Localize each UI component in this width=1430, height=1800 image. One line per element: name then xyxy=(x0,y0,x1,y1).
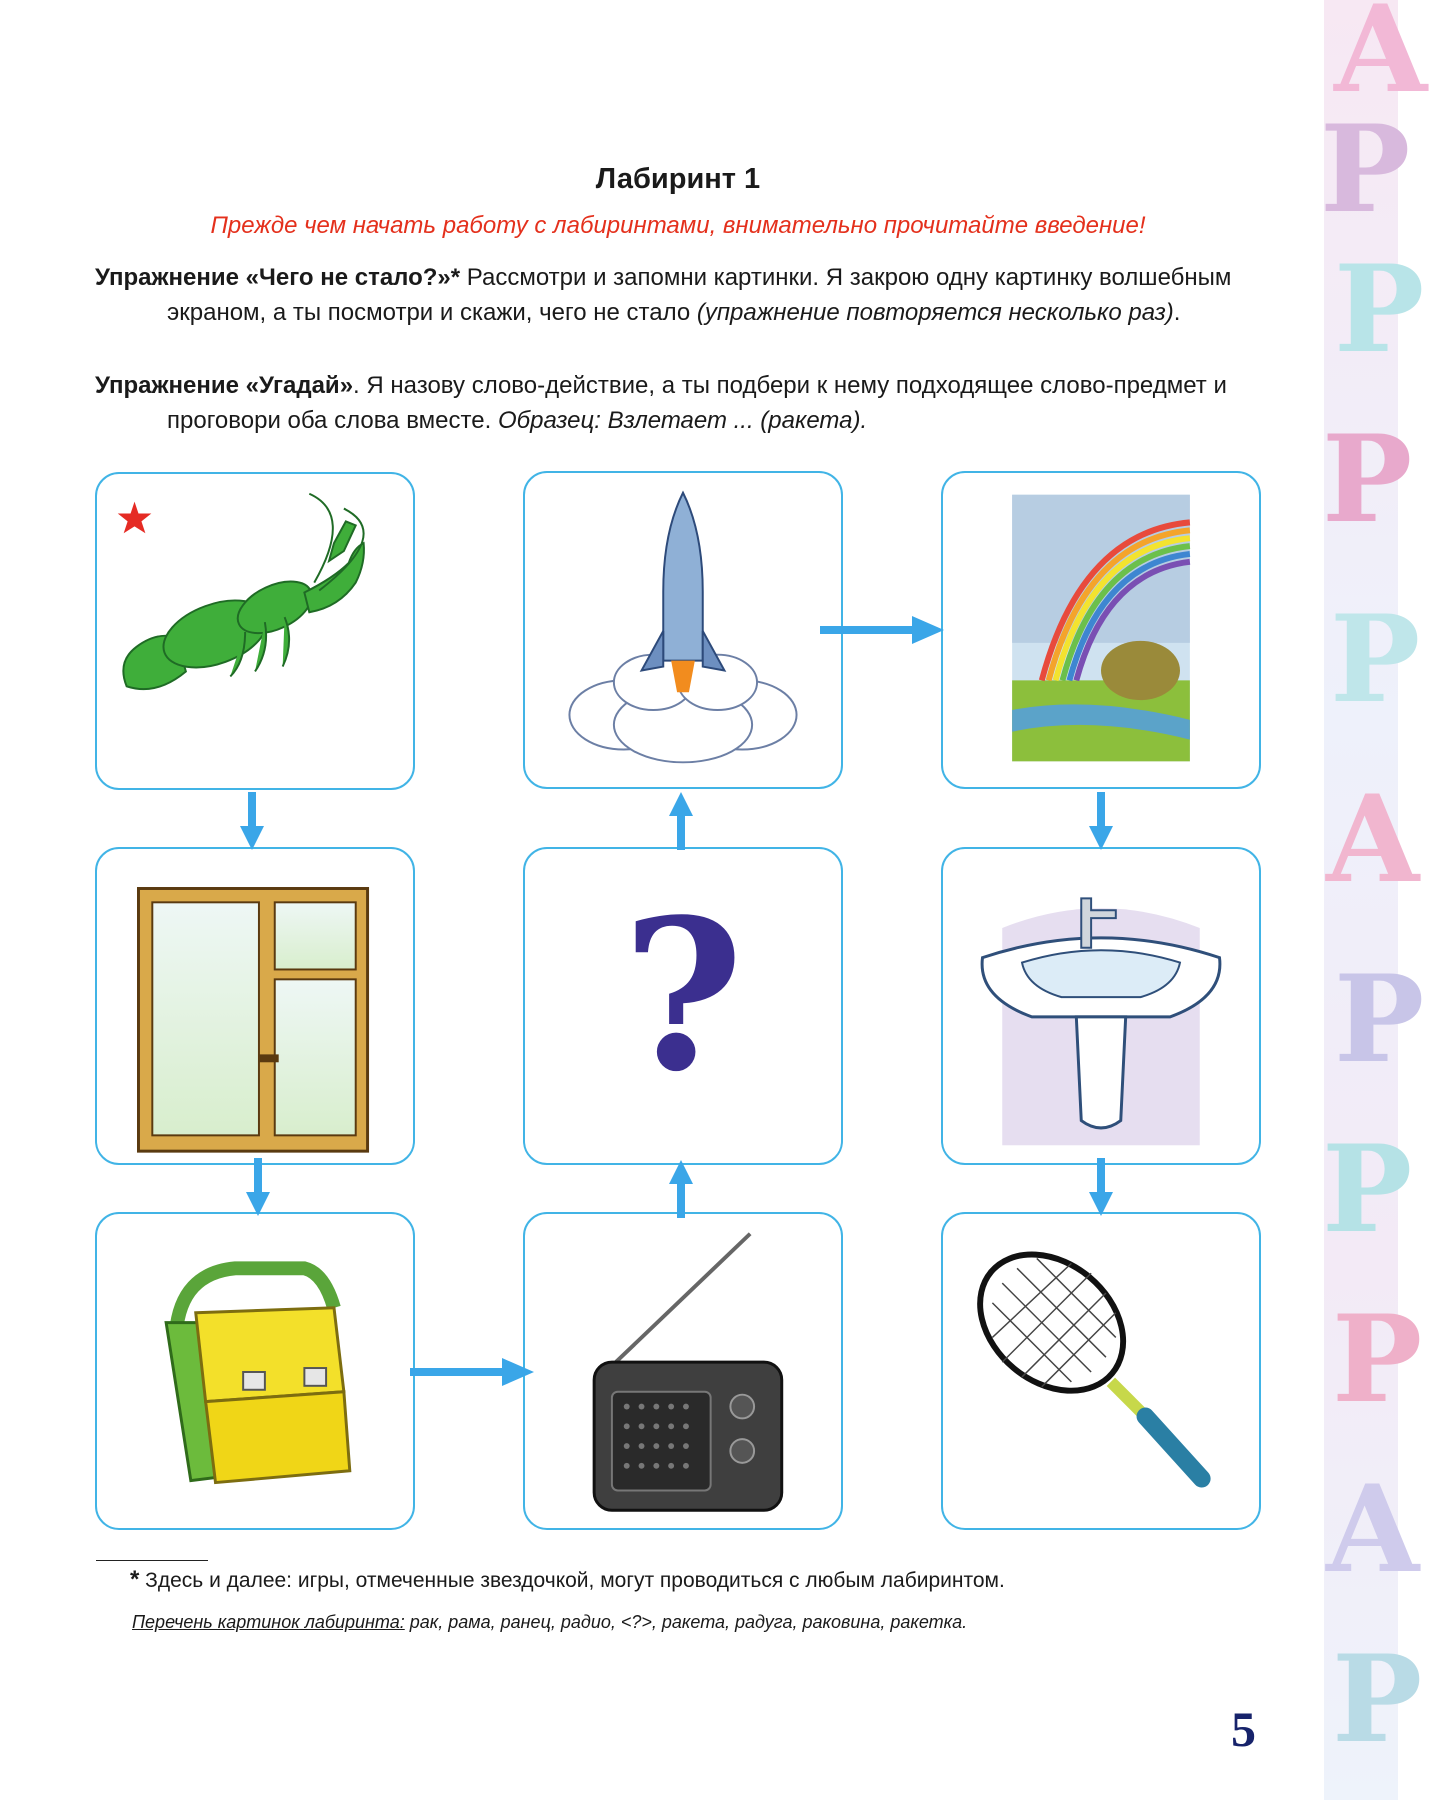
card-window-frame[interactable] xyxy=(95,847,415,1165)
footnote-divider xyxy=(96,1560,208,1561)
arrow-down-1 xyxy=(240,792,264,850)
arrow-right-2 xyxy=(820,616,944,644)
arrow-down-3 xyxy=(1089,792,1113,850)
arrow-up-1 xyxy=(669,1160,693,1218)
exercise-2-italic: Образец: Взлетает ... (ракета). xyxy=(497,407,868,434)
backpack-icon xyxy=(97,1214,413,1528)
exercise-1-end: . xyxy=(1173,299,1181,326)
page-title: Лабиринт 1 xyxy=(595,163,761,195)
arrow-down-2 xyxy=(246,1158,270,1216)
exercise-1 xyxy=(95,260,1265,330)
exercise-2-text: . Я назову слово-действие, а ты подбери к нему подходящее слово-предмет и проговори оба слова вместе. xyxy=(167,372,1227,434)
question-mark-icon xyxy=(525,849,841,1163)
picture-list xyxy=(132,1612,967,1633)
picture-list-items: рак, рама, ранец, радио, <?>, ракета, радуга, раковина, ракетка. xyxy=(404,1612,968,1632)
exercise-1-text: Рассмотри и запомни картинки. Я закрою одну картинку волшебным экраном, а ты посмотри и скажи, чего не стало xyxy=(167,264,1232,326)
footnote-text: Здесь и далее: игры, отмеченные звездочкой, могут проводиться с любым лабиринтом. xyxy=(139,1569,1005,1592)
card-question[interactable] xyxy=(523,847,843,1165)
card-rainbow[interactable] xyxy=(941,471,1261,789)
card-crayfish[interactable] xyxy=(95,472,415,790)
footnote xyxy=(130,1566,1005,1594)
crayfish-icon xyxy=(97,474,413,788)
card-radio[interactable] xyxy=(523,1212,843,1530)
intro-note: Прежде чем начать работу с лабиринтами, внимательно прочитайте введение! xyxy=(210,212,1146,239)
rainbow-icon xyxy=(943,473,1259,787)
card-sink[interactable] xyxy=(941,847,1261,1165)
arrow-down-4 xyxy=(1089,1158,1113,1216)
page-number: 5 xyxy=(1231,1701,1256,1757)
exercise-1-name: Упражнение «Чего не стало?»* xyxy=(95,264,461,291)
card-backpack[interactable] xyxy=(95,1212,415,1530)
arrow-right-1 xyxy=(410,1358,534,1386)
radio-icon xyxy=(525,1214,841,1528)
arrow-up-2 xyxy=(669,792,693,850)
card-rocket[interactable] xyxy=(523,471,843,789)
decorative-letter-strip: А Р Р Р Р А Р Р Р А Р xyxy=(1324,0,1398,1800)
exercise-2 xyxy=(95,368,1265,438)
exercise-2-name: Упражнение «Угадай» xyxy=(95,372,354,399)
rocket-icon xyxy=(525,473,841,787)
sink-icon xyxy=(943,849,1259,1163)
footnote-mark: * xyxy=(130,1566,140,1593)
tennis-racket-icon xyxy=(943,1214,1259,1528)
card-tennis-racket[interactable] xyxy=(941,1212,1261,1530)
picture-list-label: Перечень картинок лабиринта: xyxy=(132,1612,405,1632)
exercise-1-italic: (упражнение повторяется несколько раз) xyxy=(696,299,1174,326)
star-icon xyxy=(118,502,152,534)
window-frame-icon xyxy=(97,849,413,1163)
svg-text:?: ? xyxy=(622,873,744,1118)
